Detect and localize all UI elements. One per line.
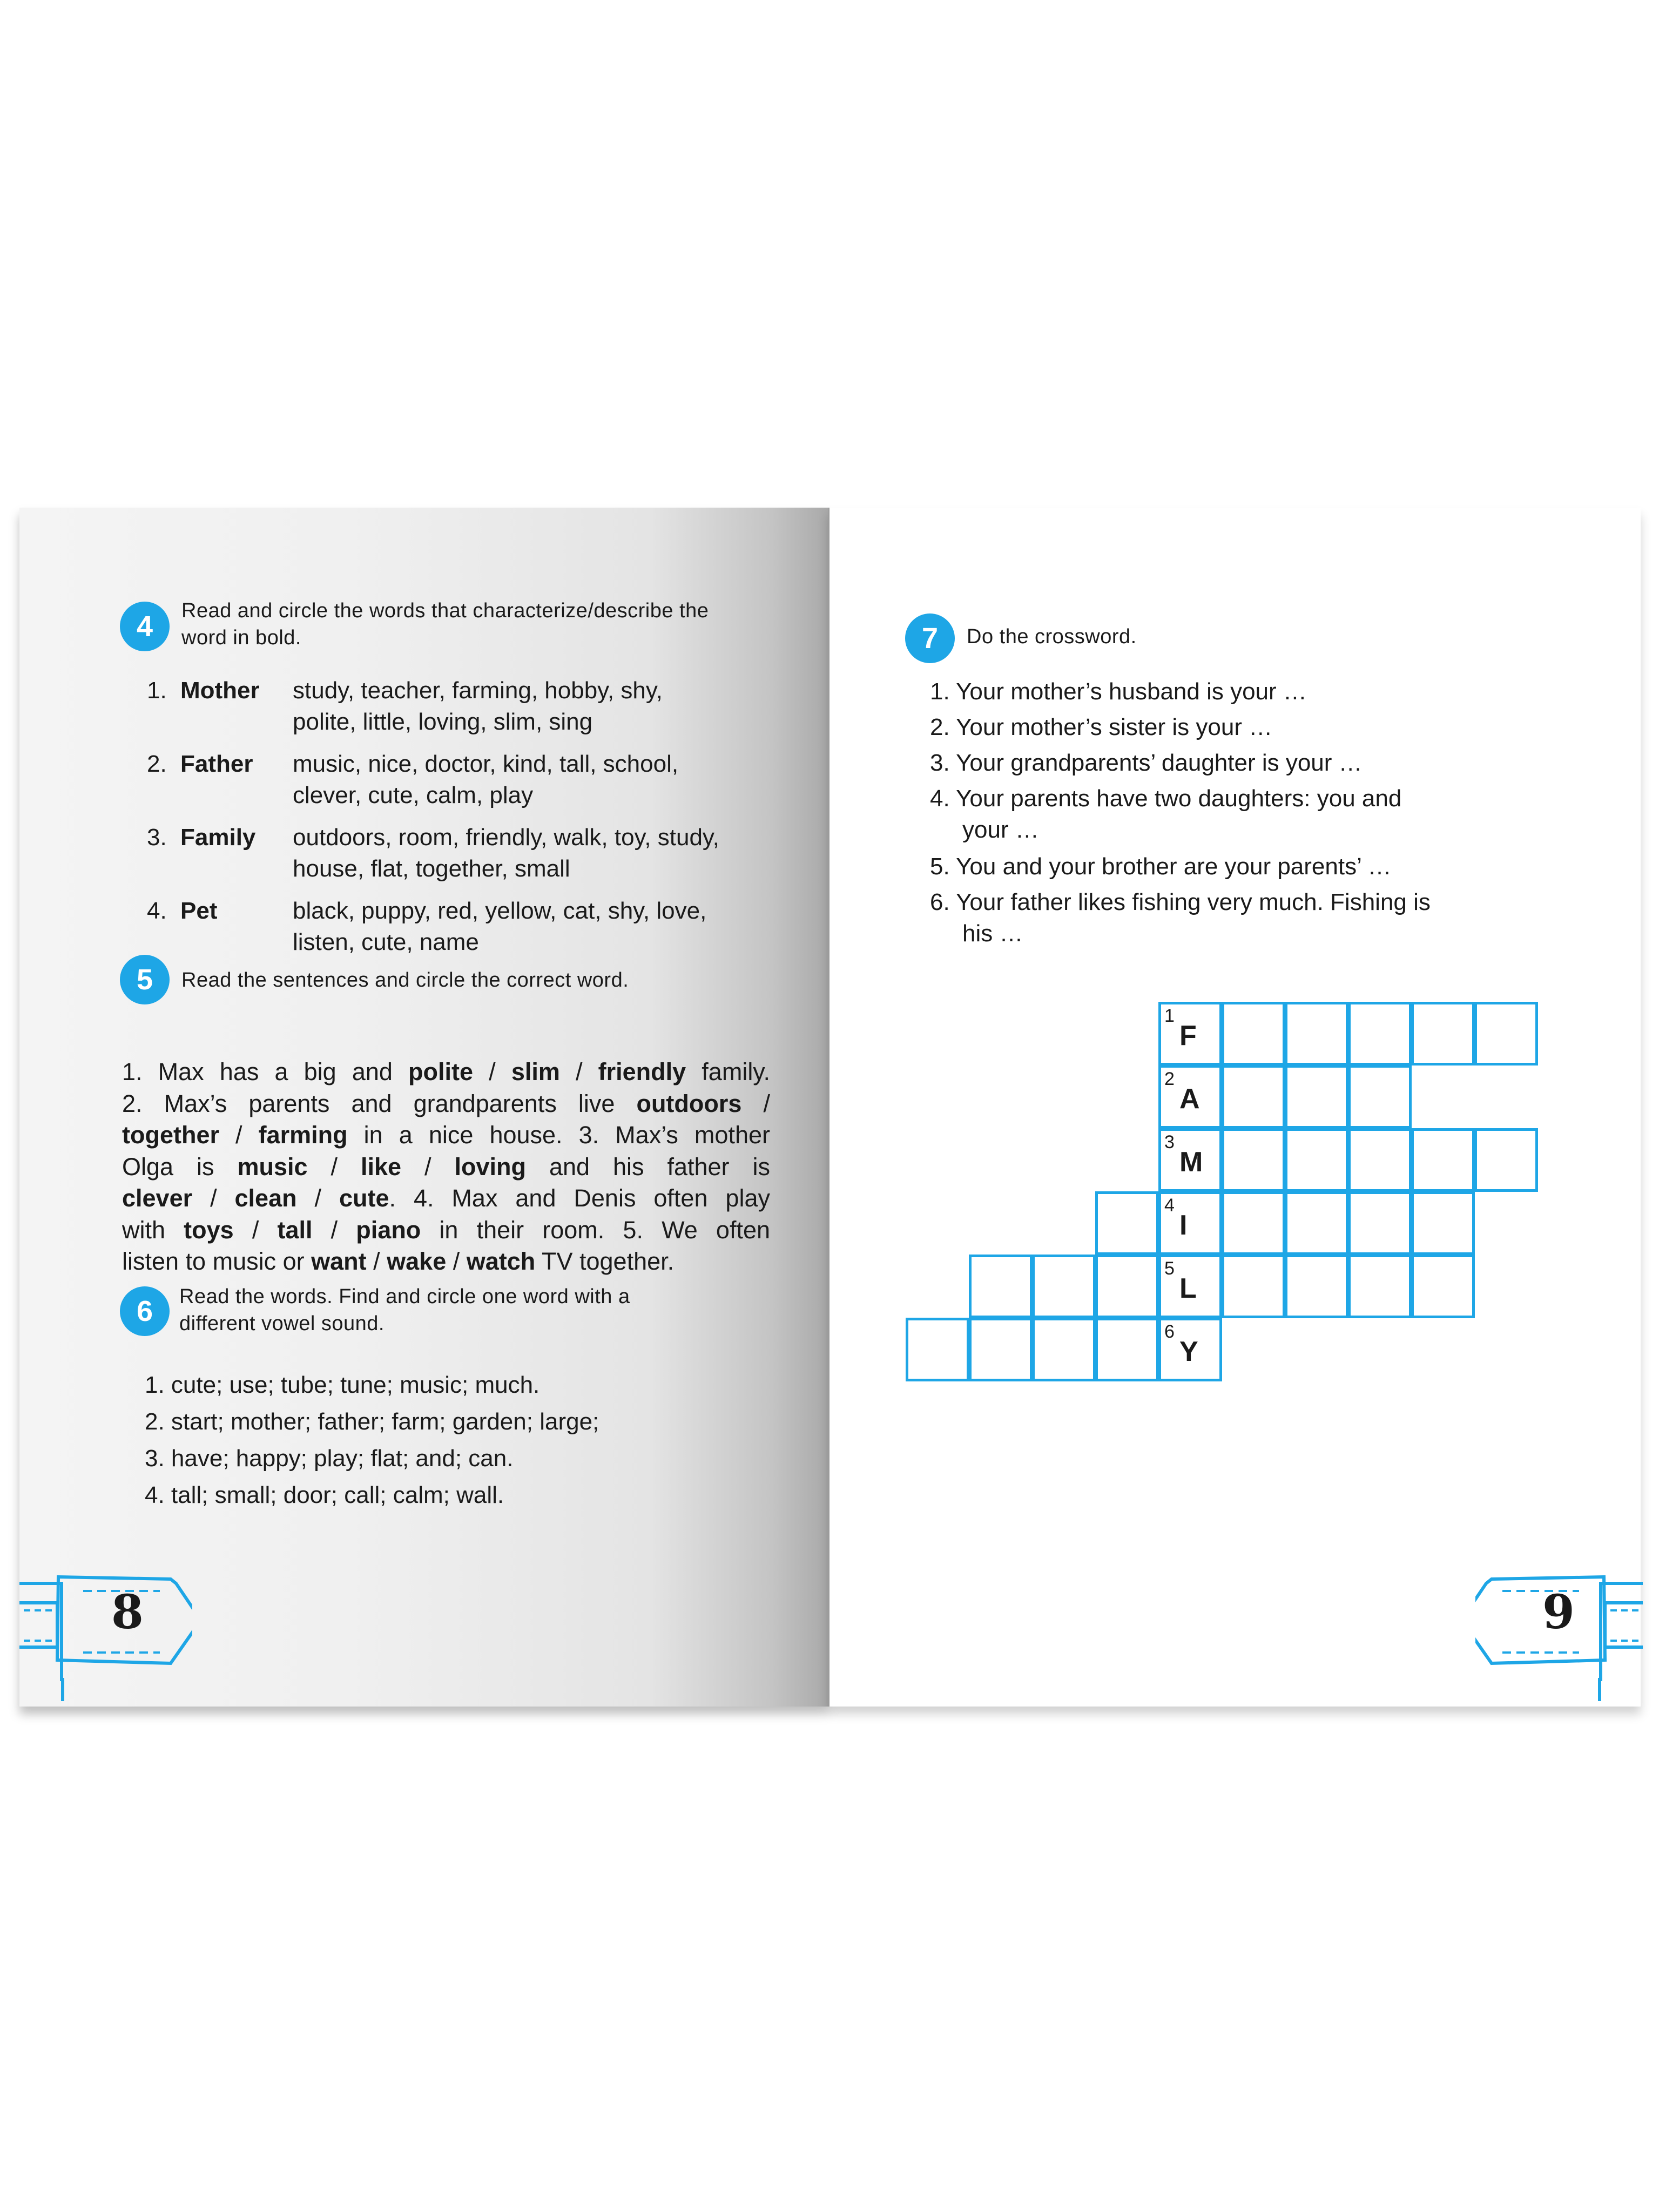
sentence-fragment: family. — [686, 1058, 770, 1085]
answer-option: outdoors — [636, 1089, 742, 1117]
exercise-4-item-number: 3. — [147, 824, 167, 851]
exercise-4-word-options: house, flat, together, small — [293, 855, 570, 882]
crossword-given-letter: A — [1179, 1083, 1200, 1115]
answer-option: together — [122, 1121, 219, 1149]
exercise-4-word-options: black, puppy, red, yellow, cat, shy, love, — [293, 898, 707, 924]
crossword-empty-cell[interactable] — [1411, 1255, 1475, 1318]
crossword-empty-cell[interactable] — [1285, 1191, 1348, 1255]
crossword-empty-cell[interactable] — [1348, 1128, 1412, 1192]
crossword-empty-cell[interactable] — [1222, 1065, 1285, 1129]
exercise-7-badge: 7 — [905, 613, 955, 663]
sentence-fragment: / — [307, 1152, 361, 1181]
crossword-key-cell[interactable] — [1158, 1065, 1222, 1129]
crossword-key-cell[interactable] — [1158, 1191, 1222, 1255]
crossword-empty-cell[interactable] — [1032, 1318, 1096, 1381]
crossword-clue: 1. Your mother’s husband is your … — [930, 678, 1307, 705]
crossword-given-letter: F — [1179, 1020, 1197, 1051]
exercise-5-text — [122, 1056, 770, 1278]
sentence-fragment: with — [122, 1216, 184, 1244]
crossword-empty-cell[interactable] — [1411, 1128, 1475, 1192]
sentence-fragment: . 4. Max and Denis often play — [389, 1184, 770, 1212]
crossword-empty-cell[interactable] — [1348, 1065, 1412, 1129]
crossword-empty-cell[interactable] — [1222, 1191, 1285, 1255]
exercise-4-word-options: clever, cute, calm, play — [293, 782, 534, 808]
exercise-6-item: 3. have; happy; play; flat; and; can. — [145, 1445, 514, 1472]
answer-option: piano — [356, 1216, 421, 1244]
exercise-6-badge: 6 — [120, 1286, 170, 1336]
exercise-6-instruction: Read the words. Find and circle one word with a different vowel sound. — [179, 1285, 630, 1335]
sentence-fragment: / — [192, 1184, 235, 1212]
exercise-4-bold-word: Mother — [180, 677, 260, 704]
exercise-5-line — [122, 1120, 770, 1151]
crossword-clue: 6. Your father likes fishing very much. Fishing is his … — [930, 889, 1431, 947]
crossword-empty-cell[interactable] — [1285, 1128, 1348, 1192]
sentence-fragment: / — [559, 1058, 598, 1085]
exercise-5-line — [122, 1151, 770, 1183]
sentence-fragment: / — [741, 1089, 770, 1117]
page-number: 9 — [1542, 1585, 1575, 1640]
exercise-6-item: 4. tall; small; door; call; calm; wall. — [145, 1482, 504, 1508]
crossword-given-letter: Y — [1179, 1336, 1198, 1367]
answer-option: watch — [466, 1247, 536, 1275]
right-page — [828, 508, 1641, 1707]
exercise-4-word-options: study, teacher, farming, hobby, shy, — [293, 677, 663, 704]
sentence-fragment: and his father is — [525, 1152, 771, 1181]
crossword-given-letter: L — [1179, 1273, 1197, 1304]
exercise-5-line — [122, 1246, 770, 1278]
sentence-fragment: / — [312, 1216, 356, 1244]
sentence-fragment: in a nice house. 3. Max’s mother — [347, 1121, 770, 1149]
sentence-fragment: 1. Max has a big and — [122, 1058, 409, 1085]
crossword-clue: 3. Your grandparents’ daughter is your … — [930, 750, 1363, 776]
crossword-empty-cell[interactable] — [906, 1318, 969, 1381]
answer-option: friendly — [598, 1058, 686, 1085]
exercise-7-instruction: Do the crossword. — [967, 625, 1137, 648]
crossword-empty-cell[interactable] — [1095, 1318, 1159, 1381]
exercise-4-bold-word: Father — [180, 751, 253, 777]
crossword-clue: 4. Your parents have two daughters: you and your … — [930, 785, 1402, 843]
page-number-banner-icon — [19, 1572, 192, 1701]
answer-option: music — [237, 1152, 308, 1181]
crossword-empty-cell[interactable] — [1411, 1191, 1475, 1255]
answer-option: cute — [339, 1184, 389, 1212]
crossword-empty-cell[interactable] — [1095, 1255, 1159, 1318]
crossword-empty-cell[interactable] — [969, 1255, 1033, 1318]
crossword-clue-number: 5 — [1164, 1258, 1175, 1279]
crossword-clue-number: 1 — [1164, 1006, 1175, 1026]
answer-option: slim — [511, 1058, 560, 1085]
answer-option: wake — [387, 1247, 447, 1275]
crossword-empty-cell[interactable] — [1474, 1128, 1538, 1192]
page-number: 8 — [111, 1585, 144, 1640]
sentence-fragment: in their room. 5. We often — [421, 1216, 770, 1244]
crossword-empty-cell[interactable] — [969, 1318, 1033, 1381]
answer-option: clean — [234, 1184, 297, 1212]
crossword-key-cell[interactable] — [1158, 1128, 1222, 1192]
crossword-empty-cell[interactable] — [1285, 1002, 1348, 1065]
crossword-given-letter: I — [1179, 1210, 1188, 1241]
exercise-4-badge: 4 — [120, 602, 170, 651]
crossword-empty-cell[interactable] — [1222, 1002, 1285, 1065]
crossword-given-letter: M — [1179, 1147, 1203, 1178]
exercise-4-instruction: Read and circle the words that characterize/describe the word in bold. — [181, 599, 709, 649]
answer-option: tall — [277, 1216, 313, 1244]
exercise-5-instruction: Read the sentences and circle the correct word. — [181, 969, 629, 992]
crossword-empty-cell[interactable] — [1222, 1128, 1285, 1192]
exercise-4-item-number: 2. — [147, 751, 167, 777]
exercise-4-bold-word: Family — [180, 824, 256, 851]
answer-option: polite — [408, 1058, 474, 1085]
exercise-4-item-number: 4. — [147, 898, 167, 924]
sentence-fragment: / — [473, 1058, 511, 1085]
exercise-5-line — [122, 1056, 770, 1088]
answer-option: want — [311, 1247, 367, 1275]
crossword-empty-cell[interactable] — [1095, 1191, 1159, 1255]
exercise-4-item-number: 1. — [147, 677, 167, 704]
sentence-fragment: / — [366, 1247, 387, 1275]
answer-option: toys — [184, 1216, 234, 1244]
crossword-empty-cell[interactable] — [1348, 1191, 1412, 1255]
answer-option: loving — [454, 1152, 526, 1181]
crossword-empty-cell[interactable] — [1032, 1255, 1096, 1318]
crossword-clue: 5. You and your brother are your parents’ … — [930, 853, 1392, 880]
crossword-empty-cell[interactable] — [1285, 1255, 1348, 1318]
sentence-fragment: / — [233, 1216, 278, 1244]
sentence-fragment: / — [219, 1121, 259, 1149]
crossword-empty-cell[interactable] — [1348, 1002, 1412, 1065]
answer-option: like — [360, 1152, 402, 1181]
exercise-4-bold-word: Pet — [180, 898, 218, 924]
sentence-fragment: / — [446, 1247, 467, 1275]
crossword-empty-cell[interactable] — [1222, 1255, 1285, 1318]
crossword-clue: 2. Your mother’s sister is your … — [930, 714, 1273, 740]
exercise-4-word-options: listen, cute, name — [293, 929, 479, 955]
exercise-6-item: 1. cute; use; tube; tune; music; much. — [145, 1372, 540, 1398]
exercise-4-word-options: polite, little, loving, slim, sing — [293, 709, 593, 735]
exercise-4-word-options: outdoors, room, friendly, walk, toy, study, — [293, 824, 719, 851]
answer-option: farming — [258, 1121, 348, 1149]
exercise-4-word-options: music, nice, doctor, kind, tall, school, — [293, 751, 679, 777]
sentence-fragment: / — [401, 1152, 455, 1181]
crossword-clue-number: 2 — [1164, 1069, 1175, 1089]
crossword-clue-number: 4 — [1164, 1195, 1175, 1216]
sentence-fragment: listen to music or — [122, 1247, 312, 1275]
crossword-clue-number: 3 — [1164, 1132, 1175, 1152]
exercise-5-line — [122, 1088, 770, 1120]
sentence-fragment: 2. Max’s parents and grandparents live — [122, 1089, 637, 1117]
crossword-empty-cell[interactable] — [1285, 1065, 1348, 1129]
answer-option: clever — [122, 1184, 193, 1212]
sentence-fragment: / — [296, 1184, 339, 1212]
crossword-empty-cell[interactable] — [1411, 1002, 1475, 1065]
sentence-fragment: TV together. — [535, 1247, 675, 1275]
crossword-clue-number: 6 — [1164, 1321, 1175, 1342]
exercise-5-line — [122, 1215, 770, 1246]
left-page — [19, 508, 828, 1707]
exercise-6-item: 2. start; mother; father; farm; garden; large; — [145, 1408, 599, 1435]
crossword-key-cell[interactable] — [1158, 1318, 1222, 1381]
sentence-fragment: Olga is — [122, 1152, 238, 1181]
exercise-5-badge: 5 — [120, 955, 170, 1004]
crossword-key-cell[interactable] — [1158, 1002, 1222, 1065]
crossword-empty-cell[interactable] — [1348, 1255, 1412, 1318]
crossword-empty-cell[interactable] — [1474, 1002, 1538, 1065]
exercise-5-line — [122, 1183, 770, 1215]
crossword-key-cell[interactable] — [1158, 1255, 1222, 1318]
